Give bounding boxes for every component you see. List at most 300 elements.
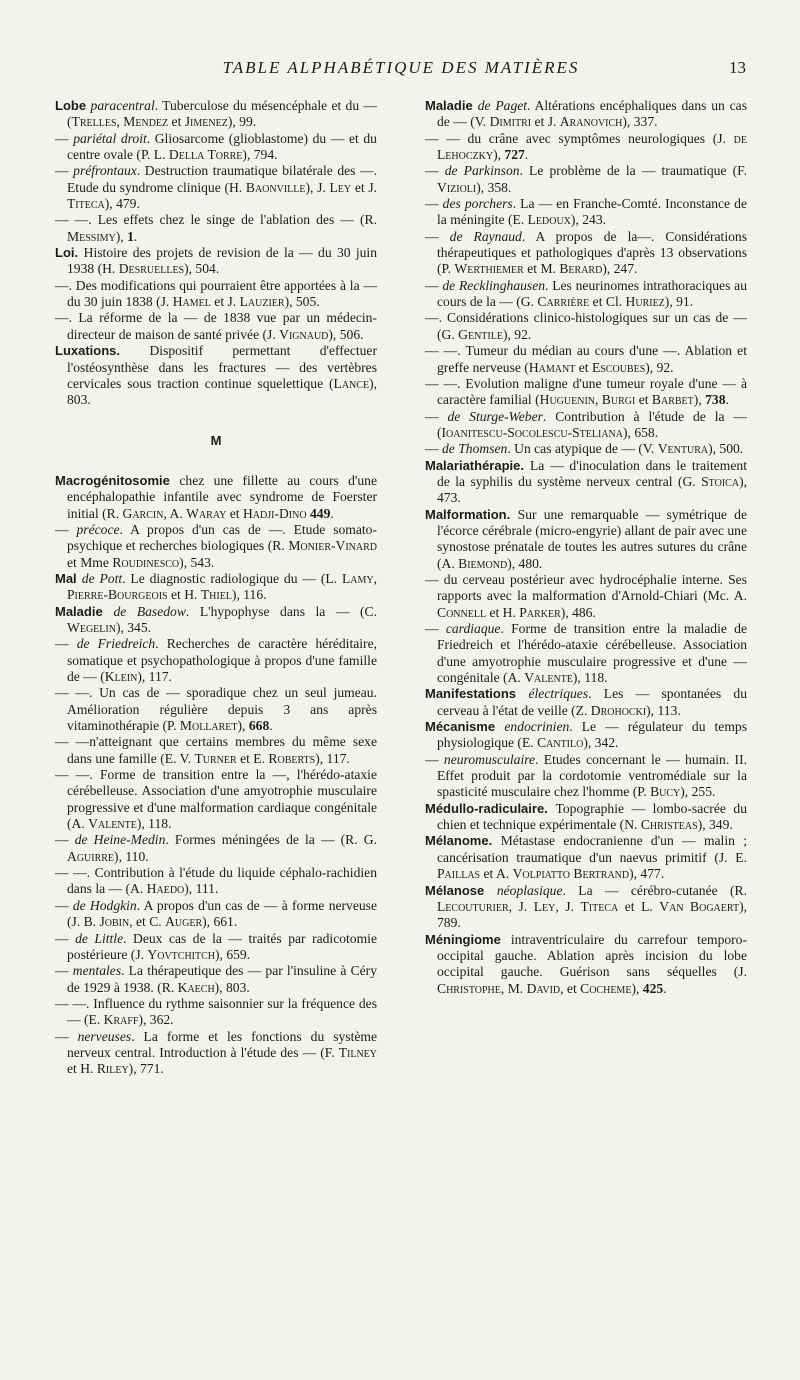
entry-text: .: [133, 228, 138, 244]
entry-author: Baonville: [245, 179, 306, 195]
entry-subheading: neuromusculaire: [443, 751, 536, 767]
entry-text: et Mme: [67, 554, 113, 570]
entry-author: Hadji-Dino: [242, 505, 307, 521]
entry-author: Lance: [333, 375, 370, 391]
entry-text: et M.: [523, 261, 560, 277]
entry-text: ), 480.: [507, 555, 543, 571]
index-entry: [55, 685, 377, 734]
index-entry: [55, 636, 377, 685]
entry-text: .: [330, 505, 334, 521]
entry-text: —: [55, 897, 73, 913]
entry-text: —: [425, 441, 442, 457]
entry-author: Hamant: [528, 359, 576, 375]
entry-author: Ley: [329, 179, 352, 195]
entry-text: et E.: [236, 750, 269, 766]
entry-headword: Mécanisme: [425, 719, 505, 735]
entry-author: Kraff: [103, 1012, 139, 1028]
entry-headword: Macrogénitosomie: [55, 472, 180, 488]
entry-author: Valente: [88, 816, 137, 832]
entry-text: ), 803.: [214, 979, 250, 995]
entry-text: —: [425, 196, 443, 212]
entry-headword: Malformation.: [425, 506, 518, 522]
entry-page-ref: 727: [504, 147, 525, 163]
entry-text: . Les — spontanées du cerveau à l'état de veille (Z.: [437, 686, 748, 718]
entry-author: Ledoux: [527, 212, 571, 228]
entry-subheading: de Thomsen: [442, 441, 508, 457]
entry-text: . Gliosarcome (glioblastome) du — et du centre ovale (P. L.: [67, 130, 377, 163]
entry-author: Titeca: [580, 898, 619, 914]
entry-text: —: [425, 408, 448, 424]
entry-text: ), 789.: [437, 898, 748, 931]
entry-text: et A.: [480, 866, 513, 882]
entry-page-ref: 425: [642, 980, 664, 996]
entry-page-ref: 738: [705, 392, 726, 408]
entry-subheading: de Hodgkin: [72, 897, 137, 913]
entry-text: La — d'inoculation dans le traitement de la syphilis du système nerveux central (G.: [437, 457, 747, 489]
entry-author: Christeas: [640, 817, 698, 833]
entry-text: ), 486.: [560, 604, 596, 620]
entry-subheading: de Friedreich: [76, 636, 156, 652]
entry-text: ),: [493, 147, 505, 163]
index-entry: [425, 163, 747, 196]
entry-text: et J.: [210, 294, 240, 310]
entry-text: ), 117.: [315, 750, 350, 766]
entry-text: . Les neurinomes intrathoraciques au cours de la — (G.: [437, 277, 747, 310]
entry-subheading: préfrontaux: [73, 163, 137, 179]
entry-text: Histoire des projets de revision de la — du 30 juin 1938 (H.: [67, 245, 378, 277]
entry-headword: Mélanome.: [425, 833, 501, 849]
entry-text: . Destruction traumatique bilatérale des —. Etude du syndrome clinique (H.: [67, 163, 377, 195]
entry-author: Haedo: [146, 881, 185, 897]
entry-text: — —n'atteignant que certains membres du même sexe dans une famille (E. V.: [55, 734, 377, 766]
entry-author: Hamel: [172, 294, 211, 310]
entry-author: de Lehoczky: [437, 130, 747, 163]
entry-text: . A propos d'un cas de —. Etude somato-psychique et recherches biologiques (R.: [67, 521, 377, 554]
entry-text: ), 473.: [437, 473, 747, 506]
entry-text: . La forme et les fonctions du système nerveux central. Introduction à l'étude des — (F.: [67, 1028, 377, 1060]
entry-text: .: [269, 718, 273, 734]
entry-text: ), 337.: [622, 114, 658, 130]
entry-text: — —. Evolution maligne d'une tumeur royale d'une — à caractère familial (: [425, 375, 747, 408]
entry-text: . La — cérébro-cutanée (R.: [562, 882, 747, 898]
entry-text: —: [425, 751, 444, 767]
entry-text: ), 506.: [328, 326, 364, 342]
entry-author: Jobin: [99, 914, 130, 930]
entry-headword: Malariathérapie.: [425, 457, 530, 473]
entry-text: . La thérapeutique des — par l'insuline à Céry de 1929 à 1938. (R.: [67, 963, 378, 995]
index-entry: [425, 131, 747, 164]
entry-author: Titeca: [67, 196, 105, 212]
entry-text: , J.: [555, 898, 581, 914]
index-entry: [425, 932, 747, 997]
entry-author: Cantilo: [537, 735, 584, 751]
entry-text: —. La réforme de la — de 1838 vue par un médecin-directeur de maison de santé privée (J.: [55, 310, 377, 342]
index-entry: [425, 98, 747, 131]
index-entry: [425, 883, 747, 932]
entry-text: ), 500.: [708, 441, 744, 457]
entry-author: Carrière: [537, 294, 590, 310]
entry-text: — —. Influence du rythme saisonnier sur la fréquence des — (E.: [55, 995, 377, 1028]
index-entry: [425, 719, 747, 752]
entry-text: ), 794.: [242, 147, 278, 163]
entry-text: —: [55, 963, 73, 979]
entry-text: . Le diagnostic radiologique du — (L.: [122, 570, 342, 586]
entry-text: et H.: [486, 604, 520, 620]
entry-author: Desruelles: [118, 261, 185, 277]
index-entry: [55, 278, 377, 311]
entry-text: et H.: [67, 1061, 97, 1077]
entry-author: Lecouturier: [437, 898, 509, 914]
entry-author: Ley: [533, 898, 556, 914]
entry-author: Thiel: [200, 587, 232, 603]
entry-text: . Formes méningées de la — (R. G.: [165, 832, 377, 848]
entry-text: — — du crâne avec symptômes neurologiques (J.: [425, 130, 734, 146]
entry-author: Connell: [437, 604, 487, 620]
entry-text: ), 504.: [184, 261, 220, 277]
entry-subheading: de Sturge-Weber: [447, 408, 543, 424]
entry-text: ), 117.: [137, 669, 172, 684]
entry-author: Tilney: [338, 1044, 377, 1060]
entry-text: , A.: [163, 505, 187, 521]
index-entry: [55, 310, 377, 343]
index-entry: [55, 604, 377, 637]
entry-text: —: [425, 277, 443, 293]
entries-group-l: [55, 98, 377, 409]
entry-text: ), 803.: [67, 375, 377, 408]
entry-text: ),: [115, 228, 128, 244]
entry-author: Auger: [165, 914, 203, 930]
entry-author: Aranovich: [559, 114, 623, 130]
entry-author: Ventura: [657, 441, 709, 457]
entry-text: et J.: [351, 179, 378, 195]
entry-author: Roudinesco: [112, 554, 180, 570]
index-entry: [55, 245, 377, 278]
entry-text: ), 116.: [231, 587, 267, 603]
entry-text: .: [663, 980, 667, 996]
entry-subheading: de Paget: [477, 98, 528, 113]
entry-page-ref: 1: [127, 228, 134, 244]
entry-text: ), J.: [305, 179, 330, 195]
entry-text: . Tuberculose du mésencéphale et du — (: [67, 98, 377, 130]
entry-text: ), 362.: [138, 1012, 174, 1028]
entry-text: et: [226, 505, 243, 521]
entry-text: — —. Les effets chez le singe de l'ablation des — (R.: [55, 212, 377, 228]
index-entry: [55, 131, 377, 164]
entry-subheading: néoplasique: [496, 882, 563, 898]
index-entry: [55, 734, 377, 767]
index-entry: [55, 1029, 377, 1078]
entry-text: et J.: [531, 114, 560, 130]
entry-author: David: [526, 980, 561, 996]
entry-author: Drohocki: [590, 702, 647, 718]
entry-author: Jimenez: [184, 114, 228, 130]
entry-author: Biemond: [458, 555, 508, 571]
entry-text: —: [55, 163, 74, 179]
entry-author: Lamy, Pierre-Bourgeois: [67, 570, 377, 603]
entry-author: Volpiatto Bertrand: [512, 866, 630, 882]
index-entry: [55, 963, 377, 996]
entry-author: Yovtchitch: [147, 946, 215, 962]
index-entry: [425, 278, 747, 311]
entry-text: ), 345.: [115, 619, 152, 635]
entry-text: —: [55, 832, 75, 848]
entry-text: ), 658.: [623, 424, 659, 440]
index-entry: [55, 212, 377, 245]
entry-subheading: de Parkinson: [444, 163, 520, 179]
entry-text: ), 113.: [646, 702, 681, 718]
entry-text: .: [725, 392, 729, 408]
running-header: [56, 58, 746, 84]
entry-text: ), 99.: [227, 114, 257, 130]
entry-headword: Médullo-radiculaire.: [425, 800, 556, 816]
index-entry: [55, 98, 377, 131]
entry-text: ), 110.: [114, 848, 149, 864]
entry-headword: Loi.: [55, 245, 84, 261]
index-entry: [425, 801, 747, 834]
index-entry: [425, 572, 747, 621]
entry-subheading: pariétal droit: [73, 130, 147, 146]
index-entry: [55, 522, 377, 571]
entry-author: Escoubes: [591, 359, 646, 375]
entry-text: , et: [560, 980, 581, 996]
entry-text: et Cl.: [589, 294, 626, 310]
entry-text: . A propos de la—. Considérations thérapeutiques et pathologiques d'après 13 observations (P.: [437, 228, 747, 277]
entry-subheading: nerveuses: [77, 1028, 132, 1044]
entry-text: ), 92.: [502, 326, 532, 342]
entry-text: —: [425, 621, 446, 636]
index-entry: [425, 752, 747, 801]
entry-text: . Le problème de la — traumatique (F.: [519, 163, 747, 179]
entry-text: . Un cas atypique de — (V.: [507, 441, 658, 457]
entry-author: Ioanitescu-Socolescu-Steliana: [441, 424, 624, 440]
entry-text: ), 118.: [572, 670, 608, 686]
entry-text: . Recherches de caractère héréditaire, somatique et psychopathologique à propos d'une famille de — (: [67, 636, 377, 684]
entry-author: Klein: [104, 669, 138, 684]
entry-text: ), 243.: [570, 212, 607, 228]
entry-text: . Altérations encéphaliques dans un cas de — (V.: [437, 98, 747, 130]
entry-author: Kaech: [177, 979, 215, 995]
entry-subheading: précoce: [76, 521, 120, 537]
entry-text: ), 92.: [645, 359, 674, 375]
entry-text: ), 661.: [202, 914, 238, 930]
entry-text: ), 543.: [179, 554, 215, 570]
entry-author: Werthiemer: [454, 261, 524, 277]
entry-text: —: [425, 228, 450, 244]
entry-text: Topographie — lombo-sacrée du chien et technique expérimentale (N.: [437, 800, 747, 833]
entry-author: Turner: [194, 750, 237, 766]
index-entry: [425, 686, 747, 719]
entry-headword: Maladie: [425, 98, 478, 113]
entry-text: . Forme de transition entre la maladie de Friedreich et l'hérédo-ataxie cérébelleuse. Association d'une amyotrophie musculaire progressive et d'une — congénitale (A.: [437, 621, 747, 686]
entry-text: intraventriculaire du carrefour temporo-occipital gauche. Ablation après incision du lobe occipital gauche. Guérison sans séquelles (J.: [437, 931, 748, 980]
entry-text: ), 349.: [697, 817, 733, 833]
entry-author: Van Bogaert: [659, 898, 740, 914]
entry-text: ), 358.: [476, 179, 512, 195]
entry-text: ), 247.: [602, 261, 638, 277]
entry-text: ), 771.: [128, 1061, 164, 1077]
entry-text: ), 659.: [215, 946, 251, 962]
entry-author: Waray: [186, 505, 227, 521]
entry-text: .: [524, 147, 529, 163]
left-column: [55, 98, 377, 1078]
entry-author: Paillas: [437, 866, 481, 882]
index-entry: [425, 196, 747, 229]
entry-author: Bucy: [650, 784, 681, 800]
entry-author: Monier-Vinard: [288, 538, 377, 554]
entry-text: — du cerveau postérieur avec hydrocéphalie interne. Ses rapports avec la malformation d'Arnold-Chiari (Mc. A.: [425, 571, 747, 604]
entry-text: . L'hypophyse dans la — (C.: [185, 603, 378, 619]
entry-text: ), 255.: [680, 784, 716, 800]
entry-text: — —. Contribution à l'étude du liquide céphalo-rachidien dans la — (A.: [55, 865, 377, 897]
entry-text: . Etudes concernant le — humain. II. Effet produit par la cordotomie ventromédiale sur la spasticité musculaire chez l'homme (P.: [437, 751, 747, 800]
entry-headword: Méningiome: [425, 931, 511, 947]
entry-author: Riley: [96, 1061, 129, 1077]
page-number: 13: [729, 58, 746, 77]
entry-author: Wegelin: [67, 619, 116, 635]
entry-text: — —. Forme de transition entre la —, l'hérédo-ataxie cérébelleuse. Association d'une amyotrophie musculaire progressive et d'une malformation cardiaque congénitale (A.: [55, 767, 377, 832]
entry-text: , et C.: [129, 914, 166, 930]
entry-subheading: mentales: [72, 963, 122, 979]
entry-text: ), 505.: [284, 294, 320, 310]
index-entry: [55, 832, 377, 865]
entry-subheading: de Raynaud: [449, 228, 522, 244]
entry-subheading: paracentral: [90, 98, 155, 113]
entry-text: et: [575, 359, 592, 375]
entry-headword: Manifestations: [425, 686, 529, 702]
entry-text: Dispositif permettant d'effectuer l'ostéosynthèse dans les fractures — des vertèbres cervicales sous traction continue squelettique (: [67, 343, 377, 391]
entry-text: , M.: [500, 980, 527, 996]
index-entry: [425, 409, 747, 442]
entry-text: ), 477.: [629, 866, 665, 882]
entry-author: Lauzier: [239, 294, 285, 310]
entry-text: ),: [631, 980, 643, 996]
index-entry: [55, 473, 377, 522]
entry-author: Barbet: [651, 392, 694, 408]
entry-text: —: [55, 130, 74, 146]
entry-author: Dimitri: [489, 114, 532, 130]
entry-headword: Mal: [55, 570, 82, 586]
entries-group-m: [55, 473, 377, 1078]
entry-headword: Maladie: [55, 603, 114, 619]
entry-text: . Contribution à l'étude de la — (: [437, 408, 747, 440]
entry-subheading: de Heine-Medin: [74, 832, 166, 848]
entry-text: ),: [693, 392, 706, 408]
entry-author: Stoica: [701, 473, 740, 489]
index-entry: [55, 931, 377, 964]
entry-text: chez une fillette au cours d'une encéphalopathie infantile avec syndrome de Foerster initial (R.: [67, 472, 377, 521]
entry-text: ), 479.: [104, 196, 140, 212]
entry-author: Christophe: [437, 980, 501, 996]
index-entry: [425, 310, 747, 343]
section-letter: M: [210, 432, 222, 448]
entry-author: Gentile: [458, 326, 503, 342]
entry-text: ),: [237, 718, 249, 734]
index-entry: [55, 865, 377, 898]
entry-text: . Le — régulateur du temps physiologique (E.: [437, 719, 747, 751]
entry-text: . Deux cas de la — traités par radicotomie postérieure (J.: [67, 930, 377, 962]
entry-subheading: de Basedow: [113, 603, 186, 619]
entry-author: Vizioli: [437, 179, 477, 195]
entry-author: Aguirre: [67, 848, 115, 864]
entry-author: Valente: [524, 670, 573, 686]
entry-text: —: [55, 521, 77, 537]
entry-text: —. Des modifications qui pourraient être apportées à la — du 30 juin 1838 (J.: [55, 277, 377, 310]
entry-headword: Luxations.: [55, 343, 150, 359]
entry-text: ), 342.: [583, 735, 619, 751]
index-entry: [55, 571, 377, 604]
entry-text: Métastase endocranienne d'un — malin ; cancérisation traumatique d'un naevus primitif (J. E.: [437, 833, 747, 865]
entry-page-ref: 449: [310, 505, 331, 521]
entry-text: et: [168, 114, 185, 130]
index-entry: [425, 441, 747, 457]
entry-author: Huriez: [625, 294, 665, 310]
entry-text: —: [55, 930, 76, 946]
index-entry: [425, 229, 747, 278]
entry-author: Berard: [559, 261, 603, 277]
entry-author: Roberts: [268, 750, 316, 766]
entry-author: Della Torre: [168, 147, 243, 163]
index-entry: [55, 767, 377, 832]
index-entry: [55, 996, 377, 1029]
entry-text: et L.: [618, 898, 660, 914]
right-column: [425, 98, 747, 997]
entry-author: Huguenin, Burgi: [539, 392, 636, 408]
header-title: TABLE ALPHABÉTIQUE DES MATIÈRES: [222, 58, 580, 77]
entry-author: Trelles, Mendez: [71, 114, 169, 130]
entry-subheading: de Little: [75, 930, 124, 946]
entry-text: Sur une remarquable — symétrique de l'écorce cérébrale (micro-engyrie) allant de pair avec une synostose prénatale de toutes les autres sutures du crâne (A.: [437, 506, 748, 571]
index-entry: [425, 507, 747, 572]
index-entry: [425, 833, 747, 882]
index-entry: [425, 458, 747, 507]
entry-author: Vignaud: [279, 326, 329, 342]
entry-headword: Mélanose: [425, 882, 497, 898]
index-entry: [55, 898, 377, 931]
entries-group-m-continued: [425, 98, 747, 997]
index-entry: [55, 343, 377, 408]
entry-author: Cocheme: [580, 980, 632, 996]
entry-text: ), 91.: [664, 294, 694, 310]
index-entry: [425, 376, 747, 409]
index-entry: [425, 621, 747, 686]
entry-text: . A propos d'un cas de — à forme nerveuse (J. B.: [67, 897, 378, 930]
entry-text: et H.: [167, 587, 201, 603]
entry-text: —: [425, 163, 445, 179]
entry-headword: Lobe: [55, 98, 91, 113]
entry-text: — —. Tumeur du médian au cours d'une —. Ablation et greffe nerveuse (: [425, 343, 747, 375]
entry-text: —: [55, 1028, 78, 1044]
index-entry: [425, 343, 747, 376]
entry-subheading: de Pott: [81, 570, 123, 586]
entry-text: , J.: [508, 898, 534, 914]
entry-author: Messimy: [67, 228, 116, 244]
entry-text: ), 118.: [136, 816, 172, 832]
entry-author: Parker: [519, 604, 561, 620]
entry-text: ), 111.: [184, 881, 219, 897]
entry-text: . La — en Franche-Comté. Inconstance de la méningite (E.: [437, 196, 747, 228]
entry-text: —. Considérations clinico-histologiques sur un cas de — (G.: [425, 310, 747, 342]
entry-author: Garcin: [122, 505, 164, 521]
entry-subheading: cardiaque: [445, 621, 501, 636]
entry-subheading: endocrinien: [504, 719, 570, 735]
entry-author: Mollaret: [179, 718, 238, 734]
entry-subheading: des porchers: [442, 196, 513, 212]
entry-text: et: [635, 392, 652, 408]
entry-text: — —. Un cas de — sporadique chez un seul jumeau. Amélioration régulière depuis 3 ans après vitaminothérapie (P.: [55, 685, 377, 734]
entry-text: —: [55, 636, 77, 652]
entry-subheading: de Recklinghausen: [442, 277, 546, 293]
entry-subheading: électriques: [528, 686, 589, 702]
